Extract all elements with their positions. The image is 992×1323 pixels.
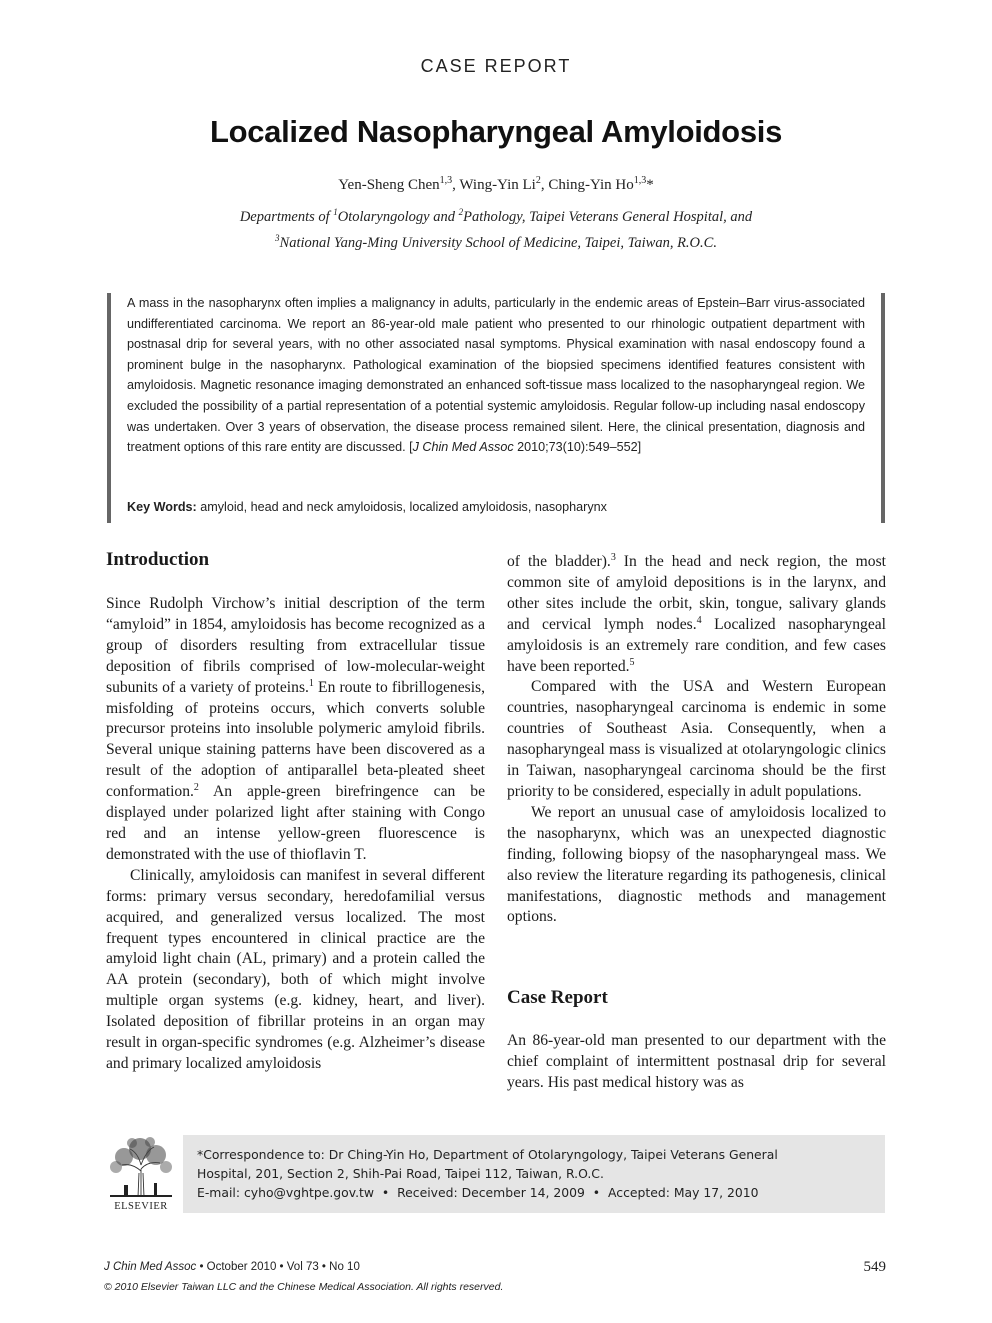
author-affil-sup: 1,3 bbox=[633, 175, 647, 186]
author-affil-sup: 1,3 bbox=[439, 175, 453, 186]
abstract-body: A mass in the nasopharynx often implies a malignancy in adults, particularly in the endemic areas of Epstein–Barr virus-associated undifferentiated carcinoma. We report an 86-year-old male patient who presented to our rhinologic outpatient department with postnasal drip for several years, with no other associated nasal symptoms. Physical examination with nasal endoscopy found a prominent bulge in the nasopharynx. Pathological examination of the biopsied specimens identified features consistent with amyloidosis. Magnetic resonance imaging demonstrated an enhanced soft-tissue mass localized to the nasopharyngeal region. We excluded the possibility of a partial representation of a potential systemic amyloidosis. Regular follow-up including nasal endoscopy was undertaken. Over 3 years of observation, the disease process remained silent. Here, the clinical presentation, diagnosis and treatment options of this rare entity are discussed. bbox=[127, 296, 865, 455]
affil-sup: 1 bbox=[333, 207, 338, 217]
author-list bbox=[0, 175, 992, 194]
abstract-box bbox=[107, 293, 885, 523]
body-text: An apple-green birefringence can be displayed under polarized light after staining with Congo red and an intense yellow-green fluorescence is demonstrated with the use of thioflavin T. bbox=[106, 783, 485, 863]
author-name: Ching-Yin Ho bbox=[548, 177, 634, 193]
elsevier-logo bbox=[104, 1135, 178, 1215]
keywords bbox=[127, 500, 867, 514]
case-report-heading: Case Report bbox=[507, 987, 608, 1008]
right-column bbox=[507, 552, 886, 928]
introduction-heading: Introduction bbox=[106, 549, 210, 570]
reference-sup: 5 bbox=[629, 656, 635, 668]
body-text: In the head and neck region, the most common site of amyloid depositions is in the larynx, and other sites include the orbit, skin, tongue, salivary glands and cervical lymph nodes. bbox=[507, 553, 887, 633]
reference-sup: 4 bbox=[696, 614, 702, 626]
intro-paragraph-3 bbox=[507, 552, 886, 677]
footer-journal: J Chin Med Assoc bbox=[104, 1261, 197, 1273]
affil-sup: 3 bbox=[275, 232, 280, 243]
affil-text: Departments of bbox=[239, 208, 334, 225]
citation-bracket: [ bbox=[409, 440, 413, 455]
author-sep: , bbox=[540, 177, 549, 193]
body-text: of the bladder). bbox=[507, 553, 611, 570]
case-paragraph-1: An 86-year-old man presented to our department with the chief complaint of intermittent postnasal drip for several years. His past medical history was as bbox=[507, 1032, 886, 1091]
corresponding-mark: * bbox=[646, 177, 654, 193]
article-title: Localized Nasopharyngeal Amyloidosis bbox=[209, 114, 783, 149]
author-sep: , bbox=[452, 177, 460, 193]
intro-paragraph-2: Clinically, amyloidosis can manifest in several different forms: primary versus secondary, heredofamilial versus acquired, and generalized versus localized. The most frequent types encountered in clinical practice are the amyloid light chain (AL, primary) and a protein called the AA protein (secondary), both of which might involve multiple organ systems (e.g. kidney, heart, and liver). Isolated deposition of fibrillar proteins in an organ may result in organ-specific syndromes (e.g. Alzheimer’s disease and primary localized amyloidosis bbox=[106, 866, 485, 1072]
affil-text: National Yang-Ming University School of Medicine, Taipei, Taiwan, R.O.C. bbox=[279, 234, 717, 251]
affiliation-line-2 bbox=[0, 228, 992, 254]
correspondence-text bbox=[197, 1145, 877, 1202]
correspondence-line: *Correspondence to: Dr Ching-Yin Ho, Department of Otolaryngology, Taipei Veterans General bbox=[197, 1147, 778, 1162]
case-column bbox=[507, 1031, 886, 1094]
correspondence-line: E-mail: cyho@vghtpe.gov.tw • Received: December 14, 2009 • Accepted: May 17, 2010 bbox=[197, 1185, 759, 1200]
body-text: Localized nasopharyngeal amyloidosis is an extremely rare condition, and few cases have been reported. bbox=[507, 615, 886, 675]
author-name: Yen-Sheng Chen bbox=[338, 177, 440, 193]
page-number: 549 bbox=[863, 1259, 886, 1275]
elsevier-wordmark: ELSEVIER bbox=[114, 1201, 168, 1212]
abstract-text bbox=[127, 293, 865, 458]
keywords-list: amyloid, head and neck amyloidosis, localized amyloidosis, nasopharynx bbox=[200, 500, 607, 514]
body-text: En route to fibrillogenesis, misfolding of proteins occurs, which converts soluble precursor proteins into insoluble polymeric amyloid fibrils. Several unique staining patterns have been discovered as a result of the adoption of antiparallel beta-pleated sheet conformation. bbox=[106, 678, 485, 801]
footer-citation bbox=[104, 1261, 360, 1273]
section-label: CASE REPORT bbox=[420, 56, 572, 76]
tree-icon bbox=[104, 1135, 178, 1199]
affiliations bbox=[0, 202, 992, 254]
reference-sup: 1 bbox=[308, 677, 314, 689]
correspondence-box bbox=[183, 1135, 885, 1213]
affil-text: Otolaryngology and bbox=[337, 208, 459, 225]
reference-sup: 3 bbox=[610, 551, 616, 563]
affil-sup: 2 bbox=[458, 207, 464, 217]
affiliation-line-1 bbox=[0, 202, 992, 228]
intro-paragraph-4: Compared with the USA and Western European countries, nasopharyngeal carcinoma is endemic in some countries of Southeast Asia. Consequently, when a nasopharyngeal mass is visualized at otolaryngologic clinics in Taiwan, nasopharyngeal carcinoma should be the first priority to be considered, especially in adult populations. bbox=[507, 678, 886, 800]
author-affil-sup: 2 bbox=[535, 175, 541, 186]
citation-journal: J Chin Med Assoc bbox=[412, 440, 514, 455]
reference-sup: 2 bbox=[193, 781, 199, 793]
footer-issue: • October 2010 • Vol 73 • No 10 bbox=[196, 1261, 360, 1273]
footer-copyright: © 2010 Elsevier Taiwan LLC and the Chinese Medical Association. All rights reserved. bbox=[104, 1281, 504, 1293]
correspondence-line: Hospital, 201, Section 2, Shih-Pai Road, Taipei 112, Taiwan, R.O.C. bbox=[197, 1166, 604, 1181]
intro-paragraph-5: We report an unusual case of amyloidosis localized to the nasopharynx, which was an unexpected diagnostic finding, following biopsy of the nasopharyngeal mass. We also review the literature regarding its pathogenesis, clinical manifestations, diagnostic methods and management options. bbox=[507, 803, 886, 926]
keywords-label: Key Words: bbox=[127, 500, 197, 514]
body-text: Since Rudolph Virchow’s initial description of the term “amyloid” in 1854, amyloidosis has become recognized as a group of disorders resulting from extracellular tissue deposition of fibrils comprised of low-molecular-weight subunits of a variety of proteins. bbox=[106, 595, 485, 696]
left-column bbox=[106, 594, 485, 1075]
intro-paragraph-1 bbox=[106, 594, 485, 866]
citation-details: 2010;73(10):549–552] bbox=[513, 440, 642, 455]
author-name: Wing-Yin Li bbox=[459, 177, 536, 193]
affil-text: Pathology, Taipei Veterans General Hospital, and bbox=[463, 208, 753, 225]
